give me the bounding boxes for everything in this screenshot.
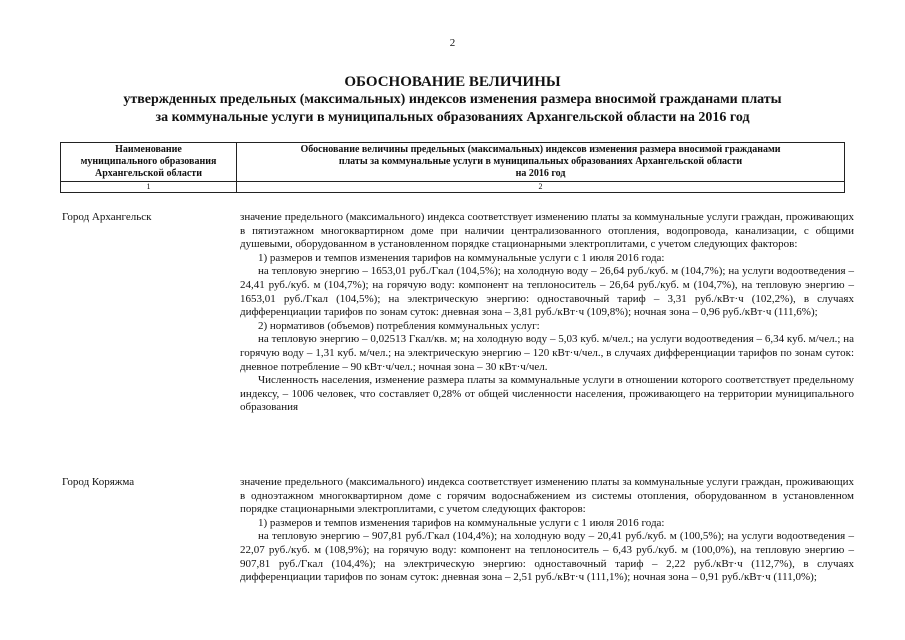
- municipality-name: Город Коряжма: [62, 476, 135, 488]
- header-cell-municipality: [61, 143, 237, 182]
- justification-paragraph: на тепловую энергию – 1653,01 руб./Гкал (104,5%); на холодную воду – 26,64 руб./куб. м (104,7%); на услуги водоотведения – 24,41 руб./куб. м (104,7%); на горячую воду: компонент на теплоноситель – 26,64 руб./куб. м (104,7%), на тепловую энергию – 1653,01 руб./Гкал (104,5%); на электрическую энергию: одноставочный тариф – 3,31 руб./кВт·ч (102,2%), в случаях дифференциации тарифов по зонам суток: дневная зона – 3,81 руб./кВт·ч (109,8%); ночная зона – 0,96 руб./кВт·ч (111,6%);: [240, 265, 854, 319]
- header-col2-line1: Обоснование величины предельных (максимальных) индексов изменения размера вносимой гражданами: [300, 144, 781, 155]
- column-number-1: 1: [61, 182, 237, 193]
- column-number-2: 2: [237, 182, 845, 193]
- municipality-justification: [240, 211, 854, 415]
- justification-paragraph: значение предельного (максимального) индекса соответствует изменению платы за коммунальные услуги граждан, проживающих в пятиэтажном многоквартирном доме при наличии централизованного отопления, водопровода, канализации, с общими душевыми, оборудованном в установленном порядке стационарными электроплитами, с учетом следующих факторов:: [240, 211, 854, 251]
- document-subtitle-line-1: утвержденных предельных (максимальных) индексов изменения размера вносимой гражданами платы: [123, 92, 782, 107]
- header-col1-line1: Наименование: [115, 144, 182, 155]
- justification-paragraph: Численность населения, изменение размера платы за коммунальные услуги в отношении которого соответствует предельному индексу, – 1006 человек, что составляет 0,28% от общей численности населения, проживающего на территории муниципального образования: [240, 374, 854, 414]
- header-table: [60, 142, 845, 193]
- justification-paragraph: 2) нормативов (объемов) потребления коммунальных услуг:: [258, 319, 540, 332]
- header-col2-line3: на 2016 год: [515, 168, 566, 179]
- justification-paragraph: 1) размеров и темпов изменения тарифов на коммунальные услуги с 1 июля 2016 года:: [258, 251, 665, 264]
- document-subtitle-line-2: за коммунальные услуги в муниципальных образованиях Архангельской области на 2016 год: [155, 110, 750, 125]
- justification-paragraph: на тепловую энергию – 907,81 руб./Гкал (104,4%); на холодную воду – 20,41 руб./куб. м (100,5%); на услуги водоотведения – 22,07 руб./куб. м (108,9%); на горячую воду: компонент на теплоноситель – 6,43 руб./куб. м (100,0%), на тепловую энергию – 907,81 руб./Гкал (104,4%); на электрическую энергию: одноставочный тариф – 2,22 руб./кВт·ч (112,7%), в случаях дифференциации тарифов по зонам суток: дневная зона – 2,51 руб./кВт·ч (111,1%); ночная зона – 0,91 руб./кВт·ч (111,0%);: [240, 530, 854, 584]
- justification-paragraph: 1) размеров и темпов изменения тарифов на коммунальные услуги с 1 июля 2016 года:: [258, 516, 665, 529]
- document-title: ОБОСНОВАНИЕ ВЕЛИЧИНЫ: [344, 74, 561, 90]
- header-cell-justification: [237, 143, 845, 182]
- header-col2-line2: платы за коммунальные услуги в муниципальных образованиях Архангельской области: [338, 156, 743, 167]
- justification-paragraph: на тепловую энергию – 0,02513 Гкал/кв. м; на холодную воду – 5,03 куб. м/чел.; на услуги водоотведения – 6,34 куб. м/чел.; на горячую воду – 1,31 куб. м/чел.; на электрическую энергию – 120 кВт·ч/чел., в случаях дифференциации тарифов по зонам суток: дневное потребление – 90 кВт·ч/чел.; ночная зона – 30 кВт·ч/чел.: [240, 333, 854, 373]
- municipality-justification: [240, 476, 854, 585]
- header-col1-line3: Архангельской области: [95, 168, 202, 179]
- header-row: [61, 143, 845, 182]
- column-number-row: [61, 182, 845, 193]
- justification-paragraph: значение предельного (максимального) индекса соответствует изменению платы за коммунальные услуги граждан, проживающих в одноэтажном многоквартирном доме с горячим водоснабжением из системы отопления, оборудованном в установленном порядке стационарными электроплитами, с учетом следующих факторов:: [240, 476, 854, 516]
- header-col1-line2: муниципального образования: [80, 156, 217, 167]
- page-number: 2: [449, 37, 456, 49]
- municipality-name: Город Архангельск: [62, 211, 152, 223]
- document-title-block: [0, 73, 905, 127]
